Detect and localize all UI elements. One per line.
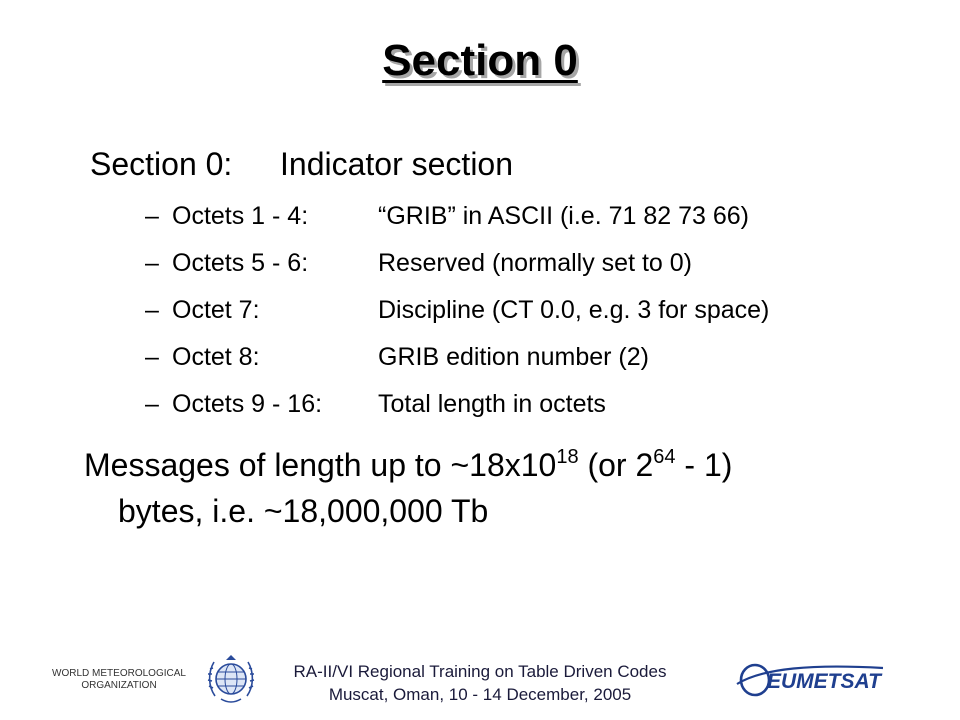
- section-heading-text: Indicator section: [280, 146, 514, 182]
- list-item: [145, 381, 769, 428]
- octet-description: Total length in octets: [378, 390, 606, 418]
- wmo-emblem-icon: [206, 652, 256, 708]
- octet-description: Discipline (CT 0.0, e.g. 3 for space): [378, 296, 770, 324]
- octet-range: Octet 8:: [172, 343, 260, 371]
- footer-line: Muscat, Oman, 10 - 14 December, 2005: [328, 685, 632, 704]
- list-dash: –: [145, 390, 159, 418]
- section-heading-label: Section 0:: [90, 146, 233, 182]
- paragraph-text: (or 2: [578, 447, 654, 483]
- octet-description: GRIB edition number (2): [378, 343, 649, 371]
- footer-line: RA-II/VI Regional Training on Table Driven Codes: [293, 662, 667, 681]
- message-length-paragraph: [84, 442, 934, 534]
- list-item: [145, 334, 769, 381]
- exponent: 18: [556, 446, 579, 468]
- footer-event-info: [250, 660, 710, 706]
- paragraph-continuation: bytes, i.e. ~18,000,000 Tb: [118, 493, 489, 529]
- octet-description: “GRIB” in ASCII (i.e. 71 82 73 66): [378, 202, 749, 230]
- slide-title-text: Section 0: [382, 36, 578, 85]
- octet-list: [145, 193, 769, 428]
- octet-range: Octets 5 - 6:: [172, 249, 309, 277]
- list-dash: –: [145, 202, 159, 230]
- list-dash: –: [145, 249, 159, 277]
- wmo-name-line: ORGANIZATION: [81, 680, 157, 691]
- paragraph-text: - 1): [675, 447, 733, 483]
- list-item: [145, 287, 769, 334]
- section-heading: [90, 142, 513, 186]
- eumetsat-logo-text: EUMETSAT: [767, 670, 881, 693]
- list-item: [145, 193, 769, 240]
- slide-title: [0, 34, 960, 88]
- list-dash: –: [145, 296, 159, 324]
- octet-range: Octets 1 - 4:: [172, 202, 309, 230]
- list-dash: –: [145, 343, 159, 371]
- wmo-organization-name: [30, 668, 208, 692]
- list-item: [145, 240, 769, 287]
- eumetsat-logo-icon: [733, 660, 891, 700]
- octet-description: Reserved (normally set to 0): [378, 249, 693, 277]
- octet-range: Octet 7:: [172, 296, 260, 324]
- exponent: 64: [653, 446, 676, 468]
- paragraph-text: Messages of length up to ~18x10: [84, 447, 557, 483]
- octet-range: Octets 9 - 16:: [172, 390, 323, 418]
- wmo-name-line: WORLD METEOROLOGICAL: [52, 668, 186, 679]
